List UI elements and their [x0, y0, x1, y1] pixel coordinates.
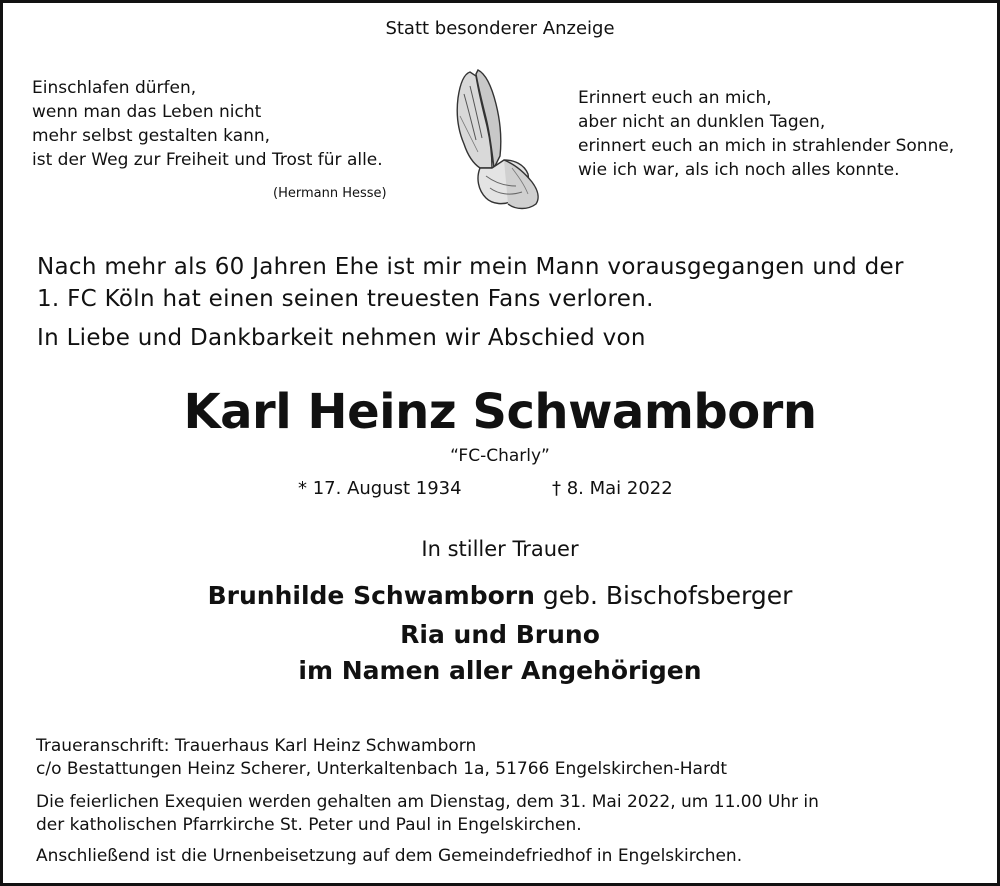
- mourner-primary-name: Brunhilde Schwamborn: [207, 581, 535, 610]
- poem-left: [32, 76, 383, 172]
- praying-hands-icon: [420, 64, 560, 214]
- footer-burial-line: Anschließend ist die Urnenbeisetzung auf dem Gemeindefriedhof in Engelskirchen.: [36, 846, 743, 866]
- mourning-label: In stiller Trauer: [421, 537, 579, 561]
- poem-right-line: Erinnert euch an mich,: [578, 88, 772, 108]
- intro-line: Nach mehr als 60 Jahren Ehe ist mir mein Mann vorausgegangen und der: [37, 254, 904, 280]
- notice-header: Statt besonderer Anzeige: [385, 18, 615, 39]
- footer-address-line: c/o Bestattungen Heinz Scherer, Unterkaltenbach 1a, 51766 Engelskirchen-Hardt: [36, 759, 728, 779]
- footer-address-line: Traueranschrift: Trauerhaus Karl Heinz Schwamborn: [36, 736, 477, 756]
- poem-author: (Hermann Hesse): [273, 186, 387, 201]
- poem-right-line: wie ich war, als ich noch alles konnte.: [578, 160, 900, 180]
- poem-right-line: erinnert euch an mich in strahlender Sonne,: [578, 136, 955, 156]
- mourner-primary: [0, 581, 1000, 610]
- deceased-name: Karl Heinz Schwamborn: [183, 384, 817, 440]
- poem-right: [578, 86, 954, 182]
- death-date: † 8. Mai 2022: [552, 478, 673, 499]
- deceased-nickname: “FC-Charly”: [450, 446, 550, 466]
- mourner-primary-maiden-name: geb. Bischofsberger: [542, 581, 793, 610]
- footer-service-line: der katholischen Pfarrkirche St. Peter und Paul in Engelskirchen.: [36, 815, 582, 835]
- birth-date: * 17. August 1934: [298, 478, 462, 499]
- poem-left-line: wenn man das Leben nicht: [32, 102, 262, 122]
- intro-line: In Liebe und Dankbarkeit nehmen wir Abschied von: [37, 325, 646, 351]
- poem-left-line: ist der Weg zur Freiheit und Trost für alle.: [32, 150, 383, 170]
- poem-left-line: Einschlafen dürfen,: [32, 78, 197, 98]
- mourner-family: im Namen aller Angehörigen: [298, 656, 702, 685]
- poem-right-line: aber nicht an dunklen Tagen,: [578, 112, 826, 132]
- footer-service-line: Die feierlichen Exequien werden gehalten am Dienstag, dem 31. Mai 2022, um 11.00 Uhr in: [36, 792, 819, 812]
- intro-line: 1. FC Köln hat einen seinen treuesten Fans verloren.: [37, 286, 654, 312]
- mourner-secondary: Ria und Bruno: [400, 620, 600, 649]
- poem-left-line: mehr selbst gestalten kann,: [32, 126, 271, 146]
